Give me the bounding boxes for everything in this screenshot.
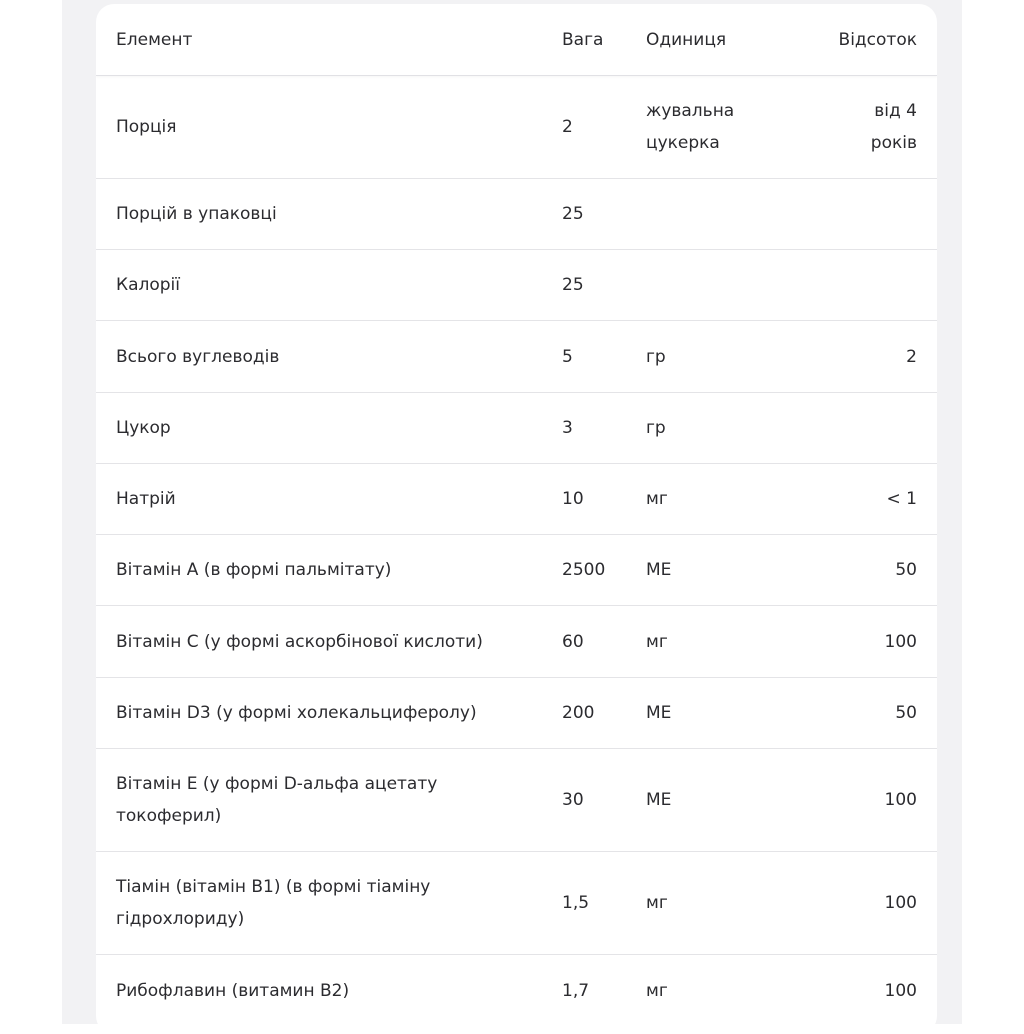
cell-weight: 10: [562, 489, 584, 509]
table-row: [96, 955, 937, 1026]
cell-element: Калорії: [116, 275, 180, 295]
cell-percent: < 1: [886, 489, 917, 509]
cell-percent: 100: [884, 790, 917, 810]
cell-percent: 100: [884, 980, 917, 1001]
cell-element: Тіамін (вітамін B1) (в формі тіаміну гідрохлориду): [116, 877, 431, 929]
cell-weight: 60: [562, 631, 584, 652]
table-row: [96, 749, 937, 852]
cell-unit: гр: [646, 418, 666, 438]
cell-element: Порцій в упаковці: [116, 204, 277, 224]
cell-element: Вітамін E (у формі D-альфа ацетату токоферил): [116, 774, 438, 826]
cell-element: Цукор: [116, 418, 171, 438]
table-row: [96, 535, 937, 606]
cell-unit: мг: [646, 631, 668, 652]
cell-weight: 2: [562, 117, 573, 137]
cell-element: Вітамін D3 (у формі холекальциферолу): [116, 703, 477, 723]
table-row: [96, 852, 937, 955]
cell-element: Вітамін C (у формі аскорбінової кислоти): [116, 631, 483, 652]
header-percent: Відсоток: [838, 29, 917, 50]
cell-element: Всього вуглеводів: [116, 346, 280, 367]
cell-unit: жувальна цукерка: [646, 101, 735, 153]
table-row: [96, 179, 937, 250]
table-row: [96, 250, 937, 321]
cell-unit: мг: [646, 980, 668, 1001]
cell-element: Порція: [116, 117, 177, 137]
cell-weight: 1,7: [562, 980, 590, 1001]
cell-weight: 1,5: [562, 893, 590, 913]
table-header-row: [96, 4, 937, 76]
cell-unit: МЕ: [646, 560, 672, 580]
cell-unit: МЕ: [646, 790, 672, 810]
cell-percent: 50: [895, 703, 917, 723]
cell-weight: 5: [562, 346, 573, 367]
nutrition-table: [96, 4, 937, 1034]
table-row: [96, 678, 937, 749]
cell-element: Рибофлавин (витамин B2): [116, 980, 350, 1001]
cell-weight: 25: [562, 204, 584, 224]
cell-unit: МЕ: [646, 703, 672, 723]
header-element: Елемент: [116, 29, 193, 50]
header-unit: Одиниця: [646, 29, 727, 50]
cell-weight: 25: [562, 275, 584, 295]
cell-element: Натрій: [116, 489, 176, 509]
cell-percent: від 4 років: [870, 101, 917, 153]
table-row: [96, 76, 937, 179]
header-weight: Вага: [562, 29, 604, 50]
cell-weight: 200: [562, 703, 595, 723]
table-row: [96, 321, 937, 393]
cell-weight: 2500: [562, 560, 606, 580]
table-row: [96, 464, 937, 535]
table-row: [96, 393, 937, 464]
cell-unit: мг: [646, 893, 668, 913]
cell-unit: мг: [646, 489, 668, 509]
cell-weight: 3: [562, 418, 573, 438]
cell-weight: 30: [562, 790, 584, 810]
cell-percent: 2: [906, 346, 917, 367]
cell-unit: гр: [646, 346, 666, 367]
cell-percent: 100: [884, 631, 917, 652]
cell-percent: 50: [895, 560, 917, 580]
cell-percent: 100: [884, 893, 917, 913]
table-row: [96, 606, 937, 678]
cell-element: Вітамін A (в формі пальмітату): [116, 560, 392, 580]
